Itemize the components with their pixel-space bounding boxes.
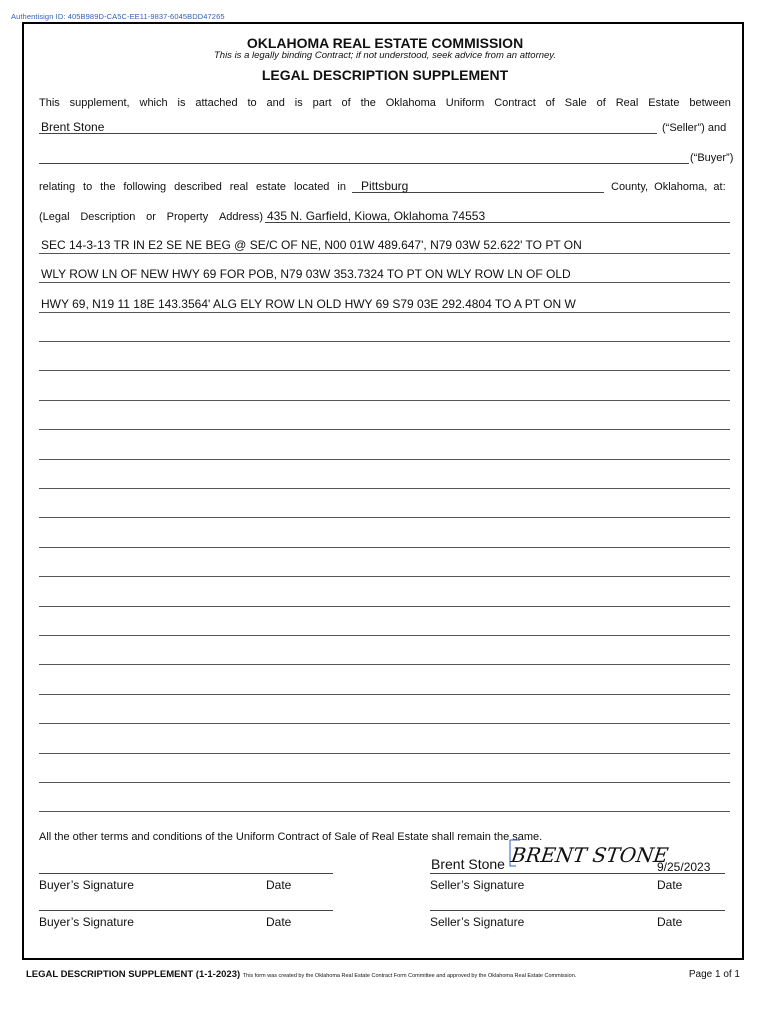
legal-description-line[interactable]: SEC 14-3-13 TR IN E2 SE NE BEG @ SE/C OF NE, N00 01W 489.647', N79 03W 52.622' TO PT ON [41, 238, 582, 252]
buyer-label: (“Buyer”) [690, 152, 734, 164]
buyer-signature-label: Buyer’s Signature [39, 878, 134, 892]
buyer-signature-line-1[interactable] [39, 873, 333, 874]
blank-line[interactable] [39, 576, 730, 577]
blank-line[interactable] [39, 459, 730, 460]
seller-label: (“Seller”) and [662, 122, 727, 134]
footer-form-name: LEGAL DESCRIPTION SUPPLEMENT (1-1-2023) [26, 969, 241, 980]
footer-note: This form was created by the Oklahoma Real Estate Contract Form Committee and approved by the Oklahoma Real Estate Commission. [242, 973, 577, 979]
seller-date-value: 9/25/2023 [657, 860, 711, 874]
envelope-id: Authentisign ID: 405B989D-CA5C-EE11-9837-6045BDD47265 [11, 12, 225, 21]
legal-description-line[interactable]: WLY ROW LN OF NEW HWY 69 FOR POB, N79 03W 353.7324 TO PT ON WLY ROW LN OF OLD [41, 267, 571, 281]
seller-signature-line-2[interactable] [430, 910, 725, 911]
blank-line[interactable] [39, 488, 730, 489]
buyer-date-label: Date [266, 878, 292, 892]
blank-line[interactable] [39, 400, 730, 401]
blank-line[interactable] [39, 782, 730, 783]
blank-line[interactable] [39, 664, 730, 665]
svg-text:BRENT STONE: BRENT STONE [509, 843, 670, 867]
location-prefix: relating to the following described real estate located in [39, 181, 346, 193]
form-subtitle: This is a legally binding Contract; if not understood, seek advice from an attorney. [213, 50, 556, 61]
blank-line[interactable] [39, 753, 730, 754]
county-suffix: County, Oklahoma, at: [611, 181, 726, 193]
terms-statement: All the other terms and conditions of the Uniform Contract of Sale of Real Estate shall remain the same. [39, 831, 543, 843]
blank-line[interactable] [39, 517, 730, 518]
seller-line [39, 133, 657, 134]
blank-line[interactable] [39, 635, 730, 636]
page-number: Page 1 of 1 [688, 969, 740, 980]
buyer-signature-line-2[interactable] [39, 910, 333, 911]
buyer-signature-label-2: Buyer’s Signature [39, 915, 134, 929]
form-heading: LEGAL DESCRIPTION SUPPLEMENT [261, 67, 509, 83]
legal-line-1 [39, 253, 730, 254]
seller-signature-image [506, 836, 670, 870]
form-title: OKLAHOMA REAL ESTATE COMMISSION [246, 35, 524, 51]
blank-line[interactable] [39, 723, 730, 724]
seller-name-signed: Brent Stone [431, 856, 505, 872]
intro-sentence: This supplement, which is attached to and is part of the Oklahoma Uniform Contract of Sale of Real Estate between [39, 97, 731, 109]
legal-description-line[interactable]: HWY 69, N19 11 18E 143.3564' ALG ELY ROW LN OLD HWY 69 S79 03E 292.4804 TO A PT ON W [41, 297, 576, 311]
legal-line-3 [39, 312, 730, 313]
seller-date-label-2: Date [657, 915, 683, 929]
footer-title [26, 969, 576, 980]
seller-name-field[interactable]: Brent Stone [41, 120, 105, 134]
blank-line[interactable] [39, 547, 730, 548]
blank-line[interactable] [39, 811, 730, 812]
blank-line[interactable] [39, 370, 730, 371]
blank-line[interactable] [39, 694, 730, 695]
blank-line[interactable] [39, 429, 730, 430]
buyer-line [39, 163, 689, 164]
blank-line[interactable] [39, 341, 730, 342]
legal-line-2 [39, 282, 730, 283]
county-field[interactable]: Pittsburg [361, 179, 409, 193]
seller-date-label: Date [657, 878, 683, 892]
blank-line[interactable] [39, 606, 730, 607]
address-prefix: (Legal Description or Property Address) [39, 211, 263, 223]
seller-signature-label-2: Seller’s Signature [430, 915, 525, 929]
address-field[interactable]: 435 N. Garfield, Kiowa, Oklahoma 74553 [267, 209, 486, 223]
buyer-date-label-2: Date [266, 915, 292, 929]
seller-signature-label: Seller’s Signature [430, 878, 525, 892]
